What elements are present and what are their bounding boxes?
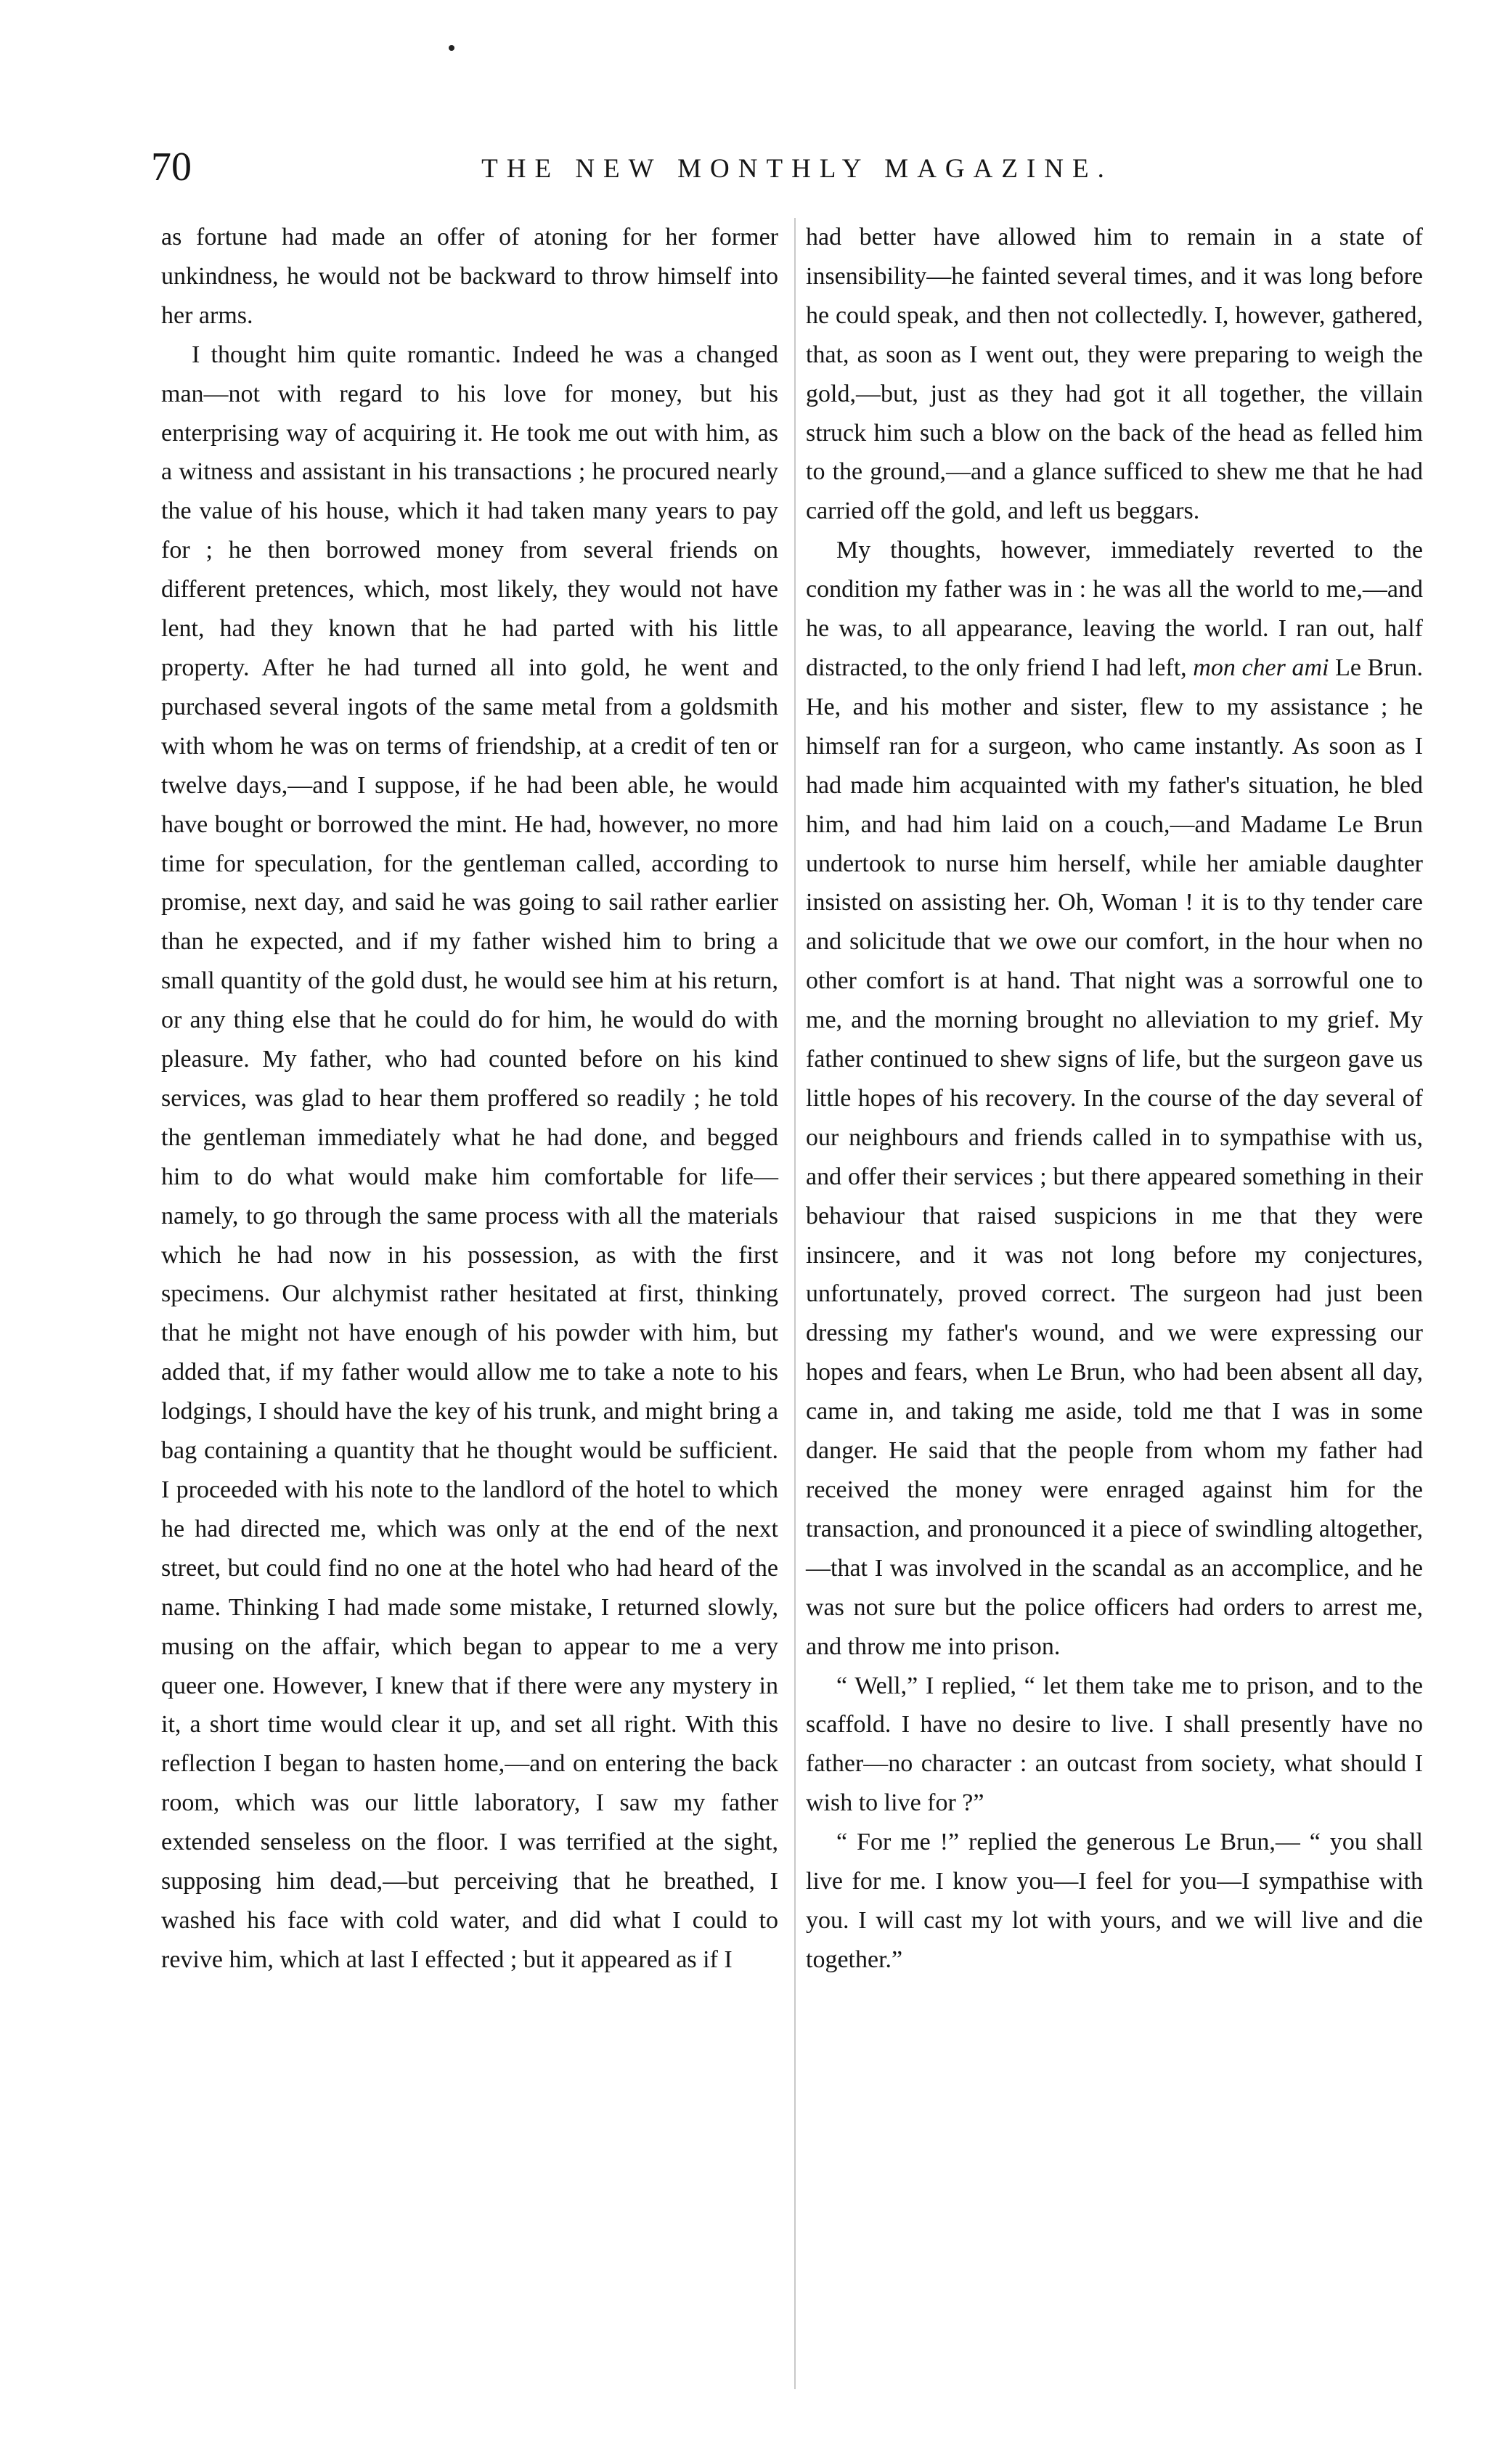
page-number: 70 — [151, 145, 192, 190]
paragraph: “ Well,” I replied, “ let them take me to prison, and to the scaffold. I have no desire to live. I shall presently have no father—no character : an outcast from society, what should I wish to live for ?” — [806, 1672, 1423, 1817]
left-column — [161, 218, 778, 1980]
ink-speck — [449, 45, 454, 51]
paragraph: as fortune had made an offer of atoning for her former unkindness, he would not be backward to throw himself into her arms. — [161, 224, 778, 329]
page-header — [151, 142, 1443, 192]
paragraph: I thought him quite romantic. Indeed he was a changed man—not with regard to his love for money, but his enterprising way of acquiring it. He took me out with him, as a witness and assistant in his transactions ; he procured nearly the value of his house, which it had taken many years to pay for ; he then borrowed money from several friends on different pretences, which, most likely, they would not have lent, had they known that he had parted with his little property. After he had turned all into gold, he went and purchased several ingots of the same metal from a goldsmith with whom he was on terms of friendship, at a credit of ten or twelve days,—and I suppose, if he had been able, he would have bought or borrowed the mint. He had, however, no more time for speculation, for the gentleman called, according to promise, next day, and said he was going to sail rather earlier than he expected, and if my father wished him to bring a small quantity of the gold dust, he would see him at his return, or any thing else that he could do for him, he would do with pleasure. My father, who had counted before on his kind services, was glad to hear them proffered so readily ; he told the gentleman immediately what he had done, and begged him to do what would make him comfortable for life—namely, to go through the same process with all the materials which he had now in his possession, as with the first specimens. Our alchymist rather hesitated at first, thinking that he might not have enough of his powder with him, but added that, if my father would allow me to take a note to his lodgings, I should have the key of his trunk, and might bring a bag containing a quantity that he thought would be sufficient. I proceeded with his note to the landlord of the hotel to which he had directed me, which was only at the end of the next street, but could find no one at the hotel who had heard of the name. Thinking I had made some mistake, I returned slowly, musing on the affair, which began to appear to me a very queer one. However, I knew that if there were any mystery in it, a short time would clear it up, and set all right. With this reflection I began to hasten home,—and on entering the back room, which was our little laboratory, I saw my father extended senseless on the floor. I was terrified at the sight, supposing him dead,—but perceiving that he breathed, I washed his face with cold water, and did what I could to revive him, which at last I effected ; but it appeared as if I — [161, 341, 778, 1973]
paragraph — [806, 531, 1423, 1666]
paragraph-text: My thoughts, however, immediately reverted to the condition my father was in : he was all the world to me,—and he was, to all appearance, leaving the world. I ran out, half distracted, to the only friend I had left, — [806, 537, 1423, 681]
paragraph: had better have allowed him to remain in a state of insensibility—he fainted several times, and it was long before he could speak, and then not collectedly. I, however, gathered, that, as soon as I went out, they were preparing to weigh the gold,—but, just as they had got it all together, the villain struck him such a blow on the back of the head as felled him to the ground,—and a glance sufficed to shew me that he had carried off the gold, and left us beggars. — [806, 224, 1423, 525]
running-title: THE NEW MONTHLY MAGAZINE. — [481, 154, 1113, 184]
paragraph: “ For me !” replied the generous Le Brun,— “ you shall live for me. I know you—I feel for you—I sympathise with you. I will cast my lot with yours, and we will live and die together.” — [806, 1829, 1423, 1973]
paragraph-text: Le Brun. He, and his mother and sister, flew to my assistance ; he himself ran for a surgeon, who came instantly. As soon as I had made him acquainted with my father's situation, he bled him, and had him laid on a couch,—and Madame Le Brun undertook to nurse him herself, while her amiable daughter insisted on assisting her. Oh, Woman ! it is to thy tender care and solicitude that we owe our comfort, in the hour when no other comfort is at hand. That night was a sorrowful one to me, and the morning brought no alleviation to my grief. My father continued to shew signs of life, but the surgeon gave us little hopes of his recovery. In the course of the day several of our neighbours and friends called in to sympathise with us, and offer their services ; but there appeared something in their behaviour that raised suspicions in me that they were insincere, and it was not long before my conjectures, unfortunately, proved correct. The surgeon had just been dressing my father's wound, and we were expressing our hopes and fears, when Le Brun, who had been absent all day, came in, and taking me aside, told me that I was in some danger. He said that the people from whom my father had received the money were enraged against him for the transaction, and pronounced it a piece of swindling altogether,—that I was involved in the scandal as an accomplice, and he was not sure but the police officers had orders to arrest me, and throw me into prison. — [806, 654, 1424, 1660]
column-divider — [794, 218, 796, 2389]
right-column — [806, 218, 1423, 1980]
italic-phrase: mon cher ami — [1193, 654, 1329, 681]
